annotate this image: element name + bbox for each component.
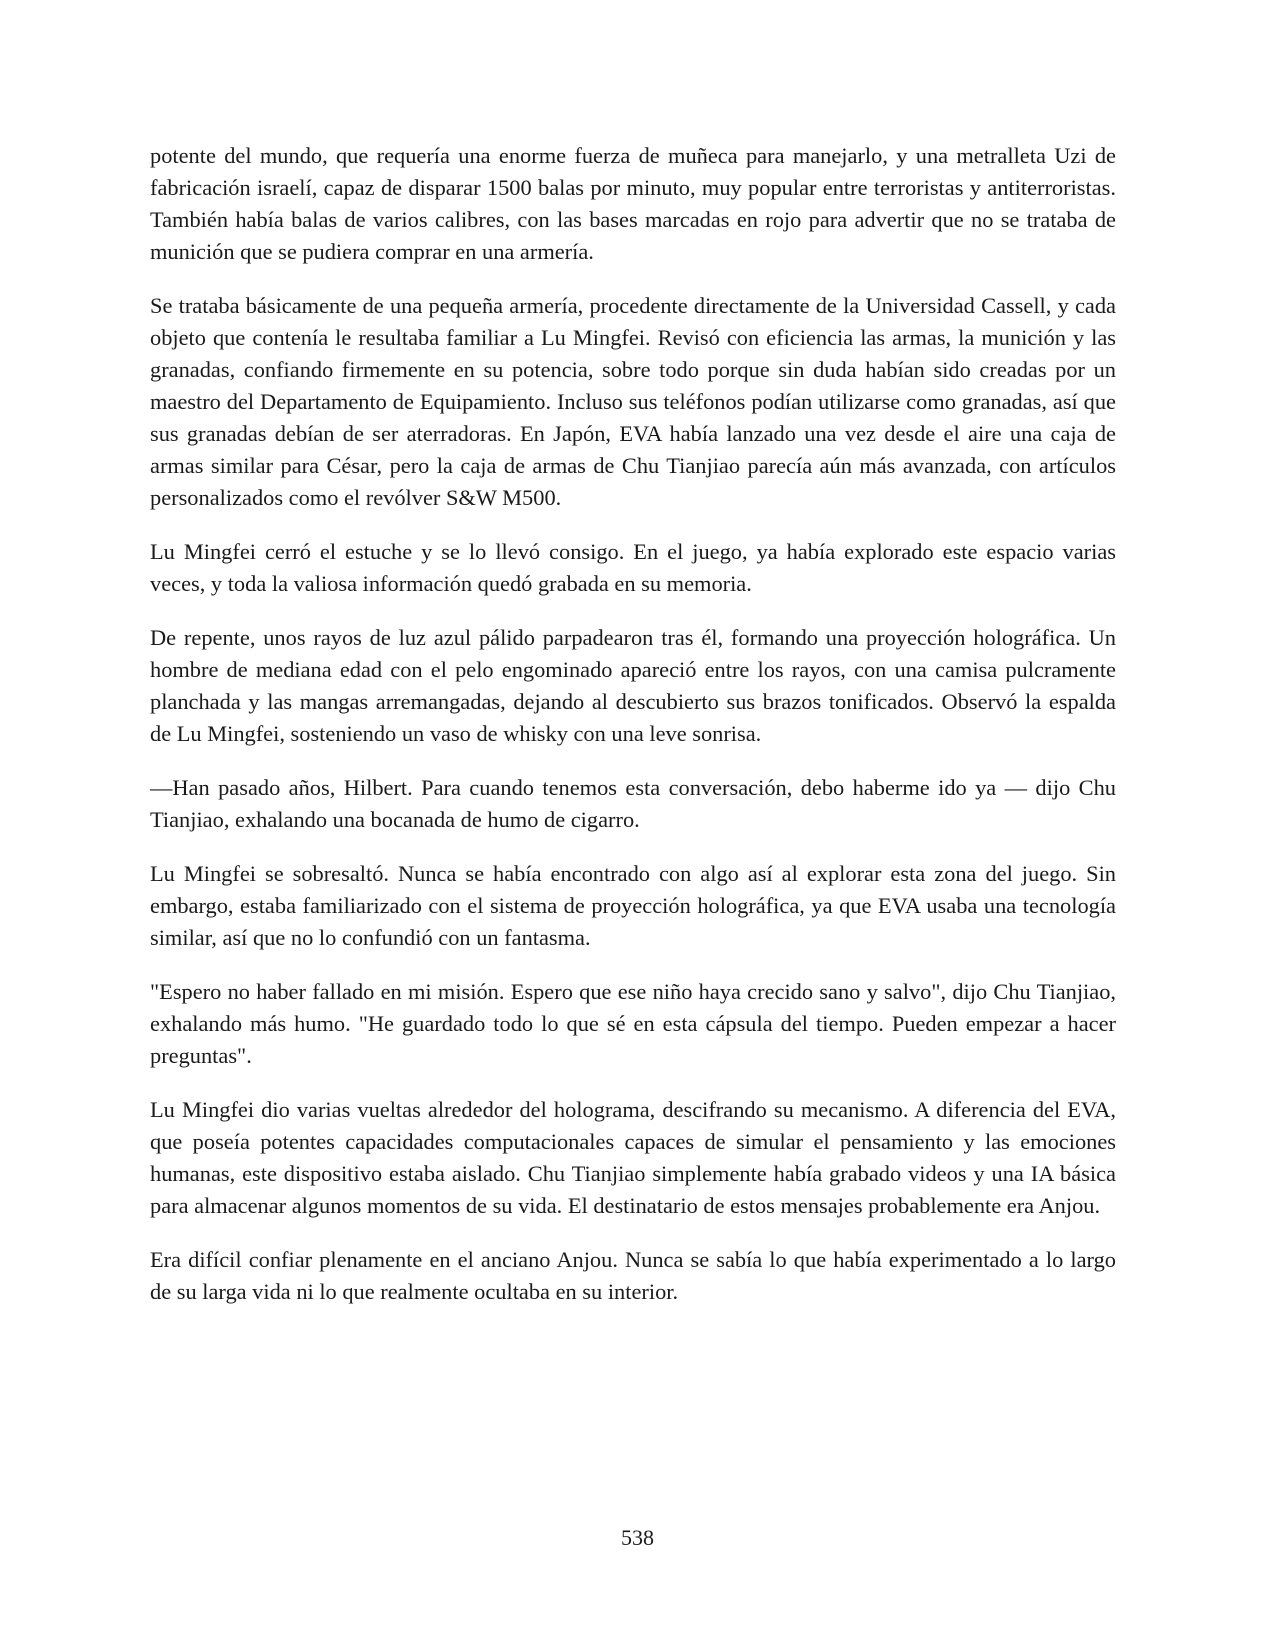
paragraph: Era difícil confiar plenamente en el anciano Anjou. Nunca se sabía lo que había experimentado a lo largo de su larga vida ni lo que realmente ocultaba en su interior. xyxy=(150,1247,1116,1304)
paragraph: potente del mundo, que requería una enorme fuerza de muñeca para manejarlo, y una metralleta Uzi de fabricación israelí, capaz de disparar 1500 balas por minuto, muy popular entre terroristas y antiterroristas. También había balas de varios calibres, con las bases marcadas en rojo para advertir que no se trataba de munición que se pudiera comprar en una armería. xyxy=(150,143,1116,264)
paragraph: Lu Mingfei cerró el estuche y se lo llevó consigo. En el juego, ya había explorado este espacio varias veces, y toda la valiosa información quedó grabada en su memoria. xyxy=(150,539,1116,596)
paragraph: Lu Mingfei se sobresaltó. Nunca se había encontrado con algo así al explorar esta zona del juego. Sin embargo, estaba familiarizado con el sistema de proyección holográfica, ya que EVA usaba una tecnología similar, así que no lo confundió con un fantasma. xyxy=(150,861,1116,950)
page-number: 538 xyxy=(621,1525,654,1550)
page-body xyxy=(150,140,1116,1330)
paragraph: "Espero no haber fallado en mi misión. Espero que ese niño haya crecido sano y salvo", dijo Chu Tianjiao, exhalando más humo. "He guardado todo lo que sé en esta cápsula del tiempo. Pueden empezar a hacer preguntas". xyxy=(150,979,1116,1068)
paragraph: De repente, unos rayos de luz azul pálido parpadearon tras él, formando una proyección holográfica. Un hombre de mediana edad con el pelo engominado apareció entre los rayos, con una camisa pulcramente planchada y las mangas arremangadas, dejando al descubierto sus brazos tonificados. Observó la espalda de Lu Mingfei, sosteniendo un vaso de whisky con una leve sonrisa. xyxy=(150,625,1116,746)
paragraph: —Han pasado años, Hilbert. Para cuando tenemos esta conversación, debo haberme ido ya — dijo Chu Tianjiao, exhalando una bocanada de humo de cigarro. xyxy=(150,775,1116,832)
paragraph: Se trataba básicamente de una pequeña armería, procedente directamente de la Universidad Cassell, y cada objeto que contenía le resultaba familiar a Lu Mingfei. Revisó con eficiencia las armas, la munición y las granadas, confiando firmemente en su potencia, sobre todo porque sin duda habían sido creadas por un maestro del Departamento de Equipamiento. Incluso sus teléfonos podían utilizarse como granadas, así que sus granadas debían de ser aterradoras. En Japón, EVA había lanzado una vez desde el aire una caja de armas similar para César, pero la caja de armas de Chu Tianjiao parecía aún más avanzada, con artículos personalizados como el revólver S&W M500. xyxy=(150,293,1116,510)
paragraph: Lu Mingfei dio varias vueltas alrededor del holograma, descifrando su mecanismo. A diferencia del EVA, que poseía potentes capacidades computacionales capaces de simular el pensamiento y las emociones humanas, este dispositivo estaba aislado. Chu Tianjiao simplemente había grabado videos y una IA básica para almacenar algunos momentos de su vida. El destinatario de estos mensajes probablemente era Anjou. xyxy=(150,1097,1116,1218)
